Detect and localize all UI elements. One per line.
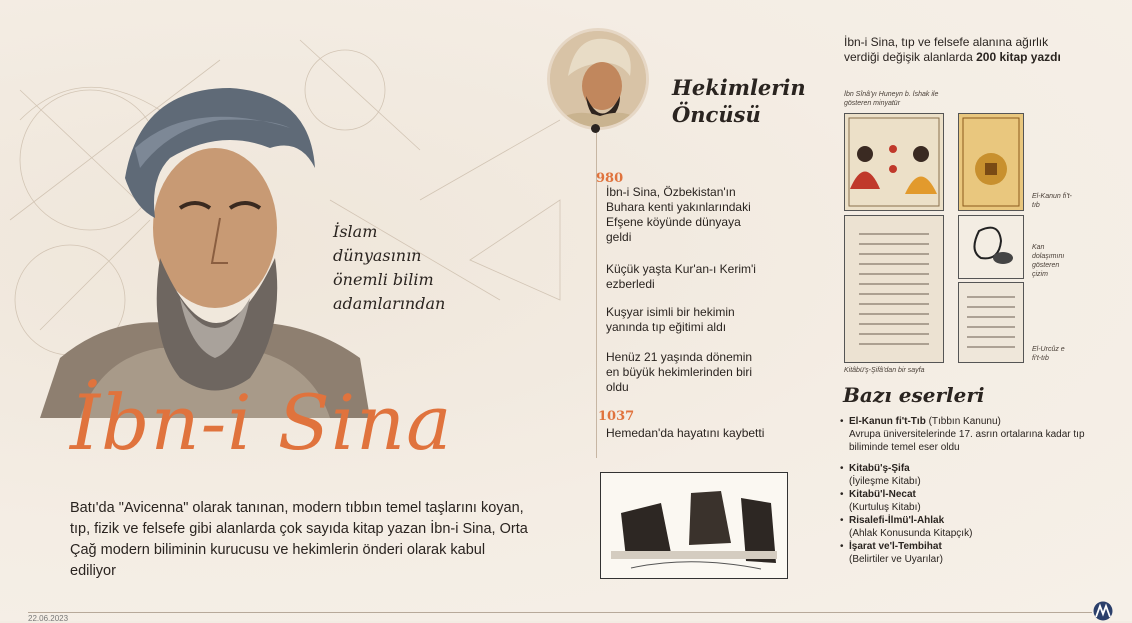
description: Batı'da "Avicenna" olarak tanınan, modern tıbbın temel taşlarını koyan, tıp, fizik ve felsefe gibi alanlarda çok sayıda kitap yazan İbn-i Sina, Orta Çağ modern biliminin kurucusu ve hekimlerin önderi olarak kabul ediliyor: [70, 500, 528, 579]
urcuze-image: [958, 282, 1024, 363]
caption-sifa: Kitâbü'ş-Şifâ'dan bir sayfa: [844, 367, 925, 374]
caption-miniature: İbn Sînâ'yı Huneyn b. İshak ile gösteren minyatür: [844, 91, 939, 107]
caption-urcuze: El-Urcûz e fi't-tıb: [1032, 346, 1065, 362]
work-name: El-Kanun fi't-Tıb: [849, 416, 926, 427]
miniature-image: [844, 113, 944, 211]
work-note: (Belirtiler ve Uyarılar): [849, 554, 943, 565]
caption-kanun: El-Kanun fi't-tıb: [1032, 193, 1072, 209]
engraving-scene-icon: [601, 473, 787, 578]
aa-logo-icon: [1092, 601, 1114, 621]
manuscript-page-icon: [845, 216, 943, 362]
timeline-event: Henüz 21 yaşında dönemin en büyük hekimlerinden biri oldu: [606, 350, 753, 394]
works-title: Bazı eserleri: [843, 383, 985, 407]
medallion-portrait-icon: [550, 31, 646, 127]
date-stamp: 22.06.2023: [28, 614, 69, 623]
work-note: (İyileşme Kitabı): [849, 476, 921, 487]
list-item: [840, 514, 1100, 540]
timeline-event: Hemedan'da hayatını kaybetti: [606, 426, 765, 440]
timeline-event: Kuşyar isimli bir hekimin yanında tıp eğitimi aldı: [606, 305, 735, 334]
urcuze-manuscript-icon: [959, 283, 1023, 362]
work-note: Avrupa üniversitelerinde 17. asrın ortalarına kadar tıp biliminde temel eser oldu: [849, 429, 1085, 453]
subtitle: [333, 220, 483, 316]
subtitle-line: önemli bilim: [333, 270, 434, 289]
subtitle-line: dünyasının: [333, 246, 422, 265]
right-intro-text: İbn-i Sina, tıp ve felsefe alanına ağırlık verdiği değişik alanlarda: [844, 35, 1049, 64]
section-header: [672, 74, 806, 128]
header-line-1: Hekimlerin: [672, 75, 806, 100]
kanun-image: [958, 113, 1024, 211]
miniature-icon: [845, 114, 943, 210]
work-note: (Kurtuluş Kitabı): [849, 502, 921, 513]
sifa-image: [844, 215, 944, 363]
timeline-event: İbn-i Sina, Özbekistan'ın Buhara kenti yakınlarındaki Efşene köyünde dünyaya geldi: [606, 185, 751, 244]
work-note: (Ahlak Konusunda Kitapçık): [849, 528, 973, 539]
list-item: [840, 540, 1100, 566]
timeline-dot: [591, 124, 600, 133]
historical-engraving: [600, 472, 788, 579]
ibn-sina-portrait: [40, 58, 370, 418]
work-name: Risalefi-İlmü'l-Ahlak: [849, 515, 945, 526]
work-name: İşarat ve'l-Tembihat: [849, 541, 942, 552]
subtitle-line: İslam: [333, 222, 378, 241]
list-item: [840, 488, 1100, 514]
list-item: [840, 462, 1100, 488]
work-name: Kitabü'l-Necat: [849, 489, 916, 500]
blood-circulation-image: [958, 215, 1024, 279]
page-title: İbn-i Sina: [70, 378, 453, 467]
timeline-year: 980: [596, 171, 624, 186]
kanun-book-icon: [959, 114, 1023, 210]
blood-circulation-icon: [959, 216, 1023, 278]
work-name: Kitabü'ş-Şifa: [849, 463, 910, 474]
header-line-2: Öncüsü: [672, 102, 761, 127]
right-intro-bold: 200 kitap yazdı: [976, 50, 1061, 64]
timeline-event: Küçük yaşta Kur'an-ı Kerim'i ezberledi: [606, 262, 756, 291]
timeline-year: 1037: [598, 409, 635, 424]
divider: [28, 612, 1092, 613]
caption-blood: Kan dolaşımını gösteren çizim: [1032, 244, 1065, 278]
works-list: [840, 415, 1100, 566]
portrait-medallion: [547, 28, 649, 130]
right-intro: [844, 35, 1084, 65]
list-item: [840, 415, 1100, 454]
work-paren: (Tıbbın Kanunu): [925, 416, 1001, 427]
subtitle-line: adamlarından: [333, 294, 446, 313]
